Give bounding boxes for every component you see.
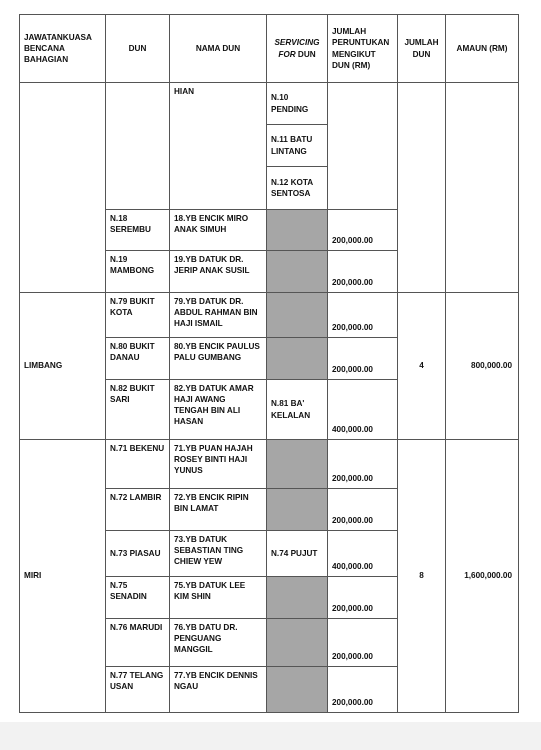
amount-cell: 200,000.00 [328, 251, 398, 293]
jumlah-dun-cell: 4 [398, 293, 446, 440]
nama-dun-cell: 72.YB ENCIK RIPIN BIN LAMAT [170, 489, 267, 531]
dun-cell: N.80 BUKIT DANAU [106, 338, 170, 380]
nama-dun-cell: 19.YB DATUK DR. JERIP ANAK SUSIL [170, 251, 267, 293]
amount-cell [328, 83, 398, 210]
nama-dun-cell: 79.YB DATUK DR. ABDUL RAHMAN BIN HAJI ISMAIL [170, 293, 267, 338]
amount-cell: 200,000.00 [328, 577, 398, 619]
table-row [20, 83, 519, 125]
amaun-cell [446, 83, 519, 293]
nama-dun-cell: HIAN [170, 83, 267, 210]
allocation-table [19, 14, 519, 713]
table-row [20, 440, 519, 489]
dun-cell: N.19 MAMBONG [106, 251, 170, 293]
servicing-cell [267, 210, 328, 251]
servicing-cell [267, 667, 328, 713]
servicing-cell [267, 619, 328, 667]
jumlah-dun-cell: 8 [398, 440, 446, 713]
header-jumlah-peruntukan: JUMLAH PERUNTUKAN MENGIKUT DUN (RM) [328, 15, 398, 83]
dun-cell: N.72 LAMBIR [106, 489, 170, 531]
amount-cell: 200,000.00 [328, 338, 398, 380]
amount-cell: 200,000.00 [328, 619, 398, 667]
header-servicing [267, 15, 328, 83]
bahagian-cell [20, 83, 106, 293]
servicing-cell: N.81 BA' KELALAN [267, 380, 328, 440]
header-amaun: AMAUN (RM) [446, 15, 519, 83]
dun-cell: N.75 SENADIN [106, 577, 170, 619]
nama-dun-cell: 71.YB PUAN HAJAH ROSEY BINTI HAJI YUNUS [170, 440, 267, 489]
servicing-cell [267, 489, 328, 531]
bahagian-cell: MIRI [20, 440, 106, 713]
servicing-cell: N.74 PUJUT [267, 531, 328, 577]
nama-dun-cell: 80.YB ENCIK PAULUS PALU GUMBANG [170, 338, 267, 380]
header-servicing-italic: SERVICING [274, 38, 320, 48]
header-jumlah-dun: JUMLAH DUN [398, 15, 446, 83]
servicing-cell [267, 577, 328, 619]
header-row [20, 15, 519, 83]
amount-cell: 200,000.00 [328, 210, 398, 251]
servicing-cell [267, 251, 328, 293]
servicing-cell: N.10 PENDING [267, 83, 328, 125]
nama-dun-cell: 73.YB DATUK SEBASTIAN TING CHIEW YEW [170, 531, 267, 577]
bahagian-cell: LIMBANG [20, 293, 106, 440]
dun-cell: N.76 MARUDI [106, 619, 170, 667]
amaun-cell: 800,000.00 [446, 293, 519, 440]
servicing-cell: N.12 KOTA SENTOSA [267, 167, 328, 210]
amount-cell: 200,000.00 [328, 440, 398, 489]
nama-dun-cell: 77.YB ENCIK DENNIS NGAU [170, 667, 267, 713]
dun-cell: N.73 PIASAU [106, 531, 170, 577]
header-dun: DUN [106, 15, 170, 83]
nama-dun-cell: 82.YB DATUK AMAR HAJI AWANG TENGAH BIN ALI HASAN [170, 380, 267, 440]
dun-cell: N.82 BUKIT SARI [106, 380, 170, 440]
jumlah-dun-cell [398, 83, 446, 293]
amount-cell: 400,000.00 [328, 380, 398, 440]
amount-cell: 200,000.00 [328, 293, 398, 338]
servicing-cell: N.11 BATU LINTANG [267, 125, 328, 167]
nama-dun-cell: 18.YB ENCIK MIRO ANAK SIMUH [170, 210, 267, 251]
dun-cell: N.71 BEKENU [106, 440, 170, 489]
amaun-cell: 1,600,000.00 [446, 440, 519, 713]
nama-dun-cell: 76.YB DATU DR. PENGUANG MANGGIL [170, 619, 267, 667]
dun-cell [106, 83, 170, 210]
amount-cell: 400,000.00 [328, 531, 398, 577]
nama-dun-cell: 75.YB DATUK LEE KIM SHIN [170, 577, 267, 619]
dun-cell: N.77 TELANG USAN [106, 667, 170, 713]
dun-cell: N.79 BUKIT KOTA [106, 293, 170, 338]
table-row [20, 293, 519, 338]
header-nama-dun: NAMA DUN [170, 15, 267, 83]
servicing-cell [267, 293, 328, 338]
amount-cell: 200,000.00 [328, 489, 398, 531]
servicing-cell [267, 338, 328, 380]
header-jawatankuasa: JAWATANKUASA BENCANA BAHAGIAN [20, 15, 106, 83]
servicing-cell [267, 440, 328, 489]
header-servicing-dun: DUN [297, 49, 316, 59]
dun-cell: N.18 SEREMBU [106, 210, 170, 251]
header-servicing-for: FOR [278, 49, 296, 59]
amount-cell: 200,000.00 [328, 667, 398, 713]
